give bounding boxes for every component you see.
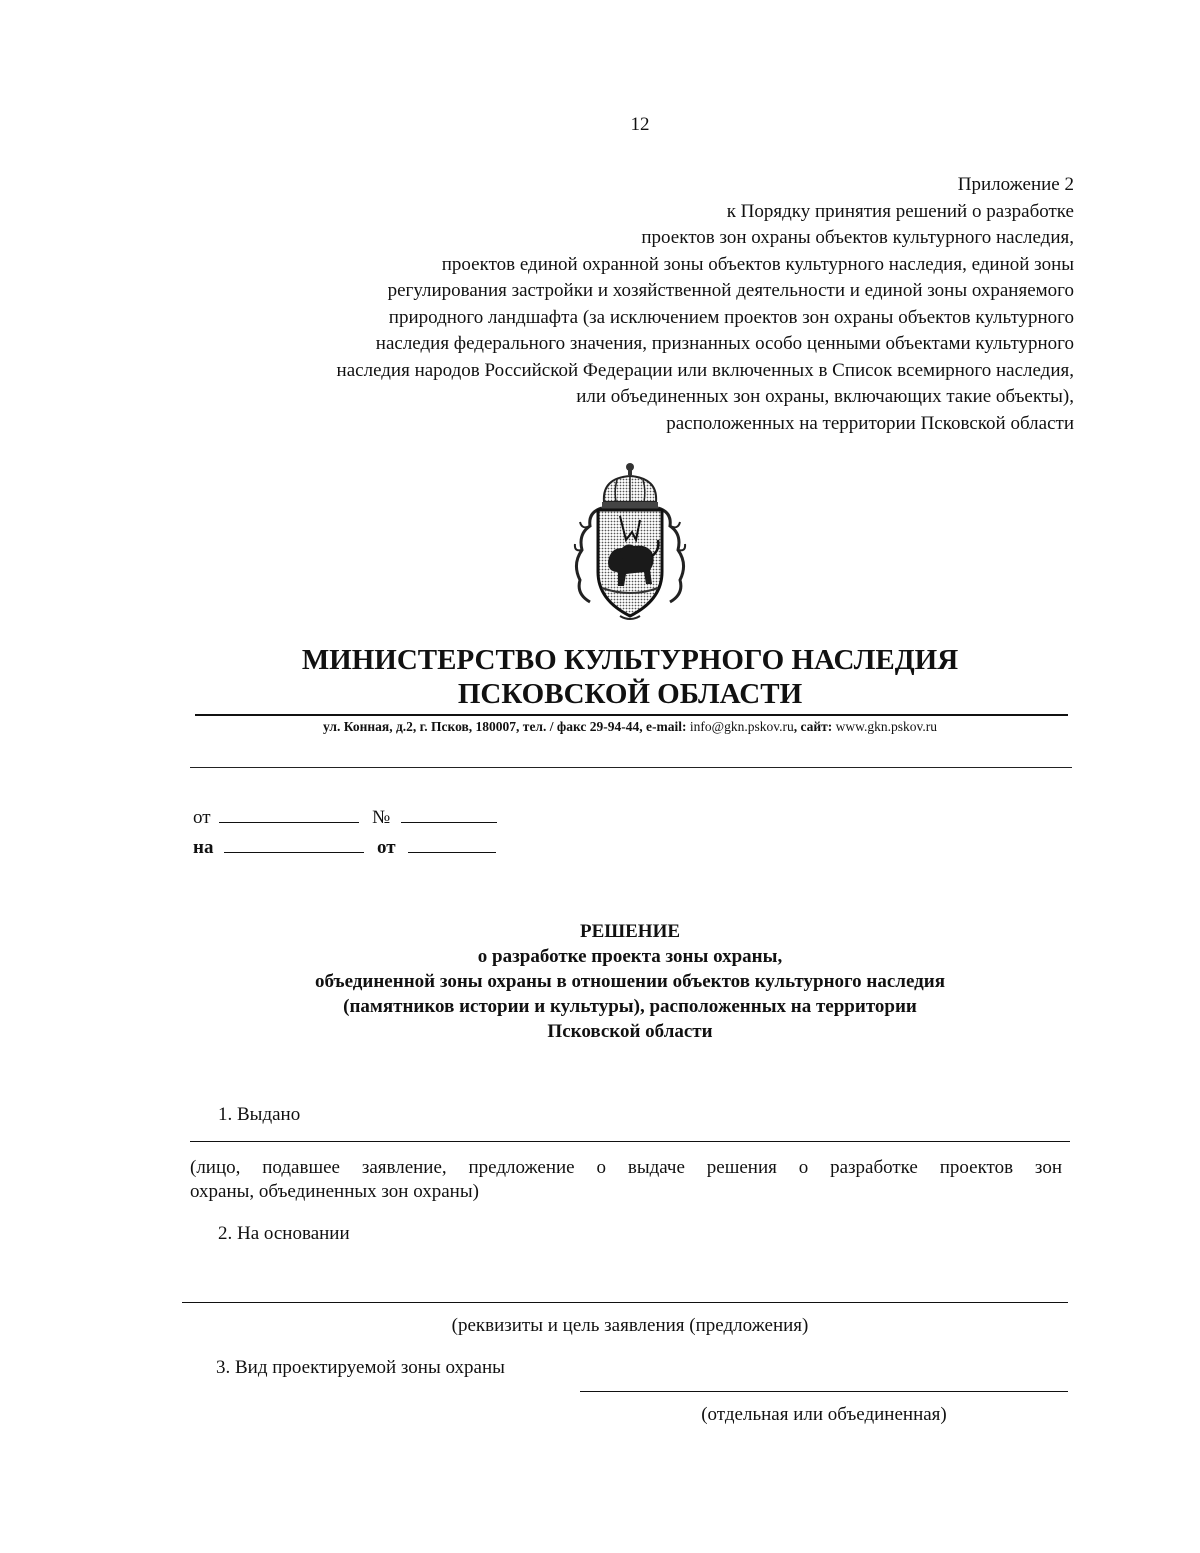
coat-of-arms-emblem xyxy=(568,460,692,624)
section-2-label: 2. На основании xyxy=(218,1223,350,1244)
decision-subtitle-line: (памятников истории и культуры), расположенных на территории xyxy=(343,996,917,1017)
on-label: на xyxy=(193,837,214,858)
appendix-line: проектов единой охранной зоны объектов культурного наследия, единой зоны xyxy=(441,253,1074,275)
appendix-line: или объединенных зон охраны, включающих такие объекты), xyxy=(576,386,1074,407)
appendix-line: наследия федерального значения, признанных особо ценными объектами культурного xyxy=(375,333,1074,354)
decision-heading xyxy=(190,919,1070,1044)
appendix-line: расположенных на территории Псковской области xyxy=(666,412,1074,434)
appendix-note xyxy=(174,172,1074,437)
appendix-line: регулирования застройки и хозяйственной деятельности и единой зоны охраняемого xyxy=(387,280,1074,301)
ministry-line-2: ПСКОВСКОЙ ОБЛАСТИ xyxy=(457,678,803,710)
ministry-contacts xyxy=(190,719,1070,735)
ministry-title xyxy=(190,643,1070,711)
appendix-line: к Порядку принятия решений о разработке xyxy=(726,200,1074,222)
appendix-line: Приложение 2 xyxy=(957,174,1074,195)
from-label: от xyxy=(193,807,211,828)
contacts-site-label: , сайт: xyxy=(793,719,833,734)
contacts-address: ул. Конная, д.2, г. Псков, 180007, тел. / факс 29-94-44, e-mail: xyxy=(322,719,687,734)
contacts-site: www.gkn.pskov.ru xyxy=(835,719,938,734)
on-blank xyxy=(224,834,364,853)
ministry-line-1: МИНИСТЕРСТВО КУЛЬТУРНОГО НАСЛЕДИЯ xyxy=(301,644,959,676)
header-divider-thin xyxy=(190,767,1072,768)
registration-row-2 xyxy=(193,834,496,859)
appendix-line: наследия народов Российской Федерации или включенных в Список всемирного наследия, xyxy=(336,359,1074,381)
page-number: 12 xyxy=(630,114,650,135)
date-blank xyxy=(219,804,359,823)
section-3-field-line xyxy=(580,1391,1068,1392)
header-divider-thick xyxy=(195,714,1068,716)
appendix-line: проектов зон охраны объектов культурного наследия, xyxy=(641,227,1074,248)
from-label-2: от xyxy=(376,837,396,858)
number-label: № xyxy=(372,807,391,828)
section-1-caption-line-1: (лицо, подавшее заявление, предложение о выдаче решения о разработке проектов зон xyxy=(190,1157,1062,1178)
section-1-label: 1. Выдано xyxy=(218,1104,301,1125)
registration-row-1 xyxy=(193,804,497,829)
from-blank-2 xyxy=(408,834,496,853)
section-1-caption-line-2: охраны, объединенных зон охраны) xyxy=(190,1181,479,1202)
section-3-caption: (отдельная или объединенная) xyxy=(701,1404,947,1425)
section-2-field-line xyxy=(182,1302,1068,1303)
section-3-label: 3. Вид проектируемой зоны охраны xyxy=(216,1357,505,1378)
decision-subtitle-line: Псковской области xyxy=(547,1021,713,1042)
decision-subtitle-line: о разработке проекта зоны охраны, xyxy=(477,946,783,967)
section-2-caption: (реквизиты и цель заявления (предложения) xyxy=(451,1315,809,1336)
decision-title: РЕШЕНИЕ xyxy=(579,921,681,942)
decision-subtitle-line: объединенной зоны охраны в отношении объектов культурного наследия xyxy=(315,971,945,992)
section-1-field-line xyxy=(190,1141,1070,1142)
number-blank xyxy=(401,804,497,823)
appendix-line: природного ландшафта (за исключением проектов зон охраны объектов культурного xyxy=(388,306,1074,328)
contacts-email: info@gkn.pskov.ru xyxy=(689,719,794,734)
